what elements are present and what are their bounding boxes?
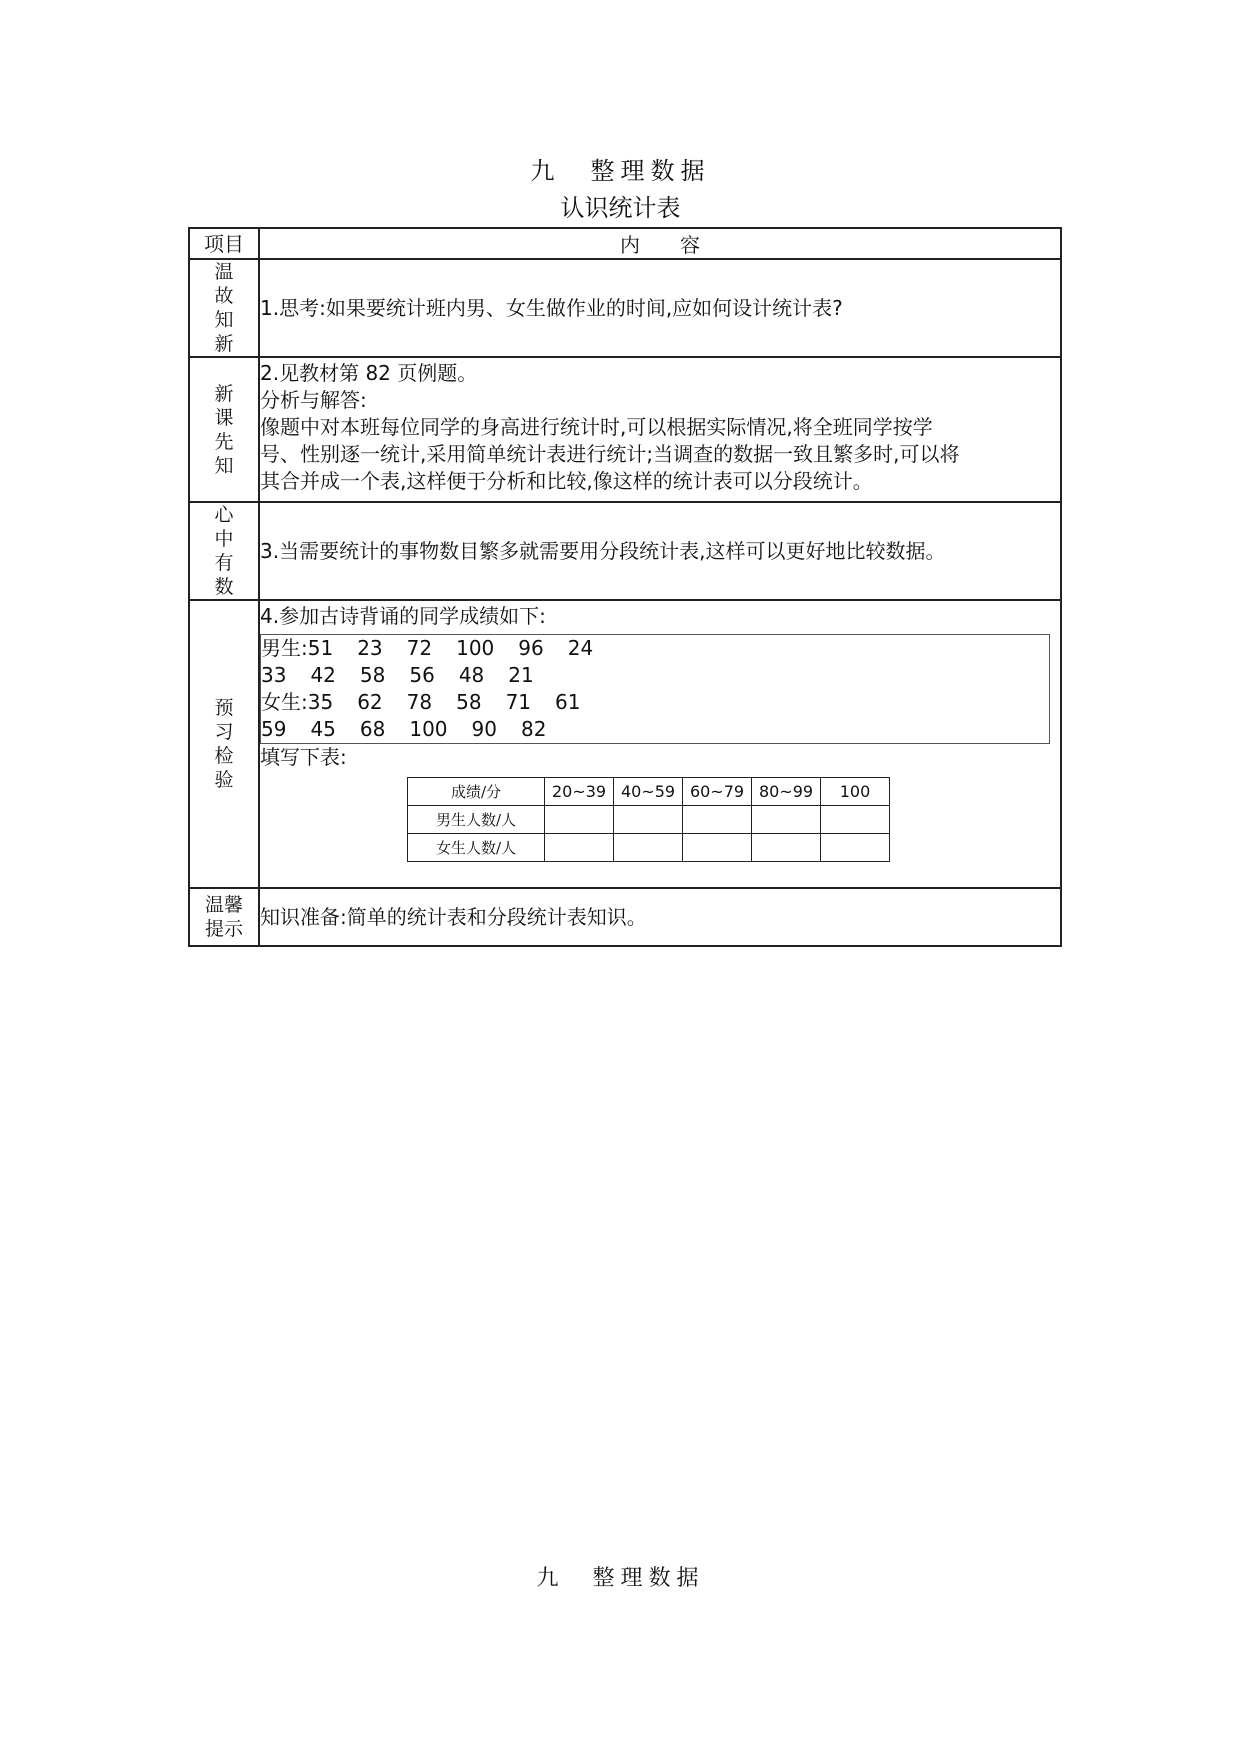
row-tips — [189, 888, 1061, 946]
row-check — [189, 600, 1061, 888]
text-line: 1.思考:如果要统计班内男、女生做作业的时间,应如何设计统计表? — [260, 295, 843, 320]
answer-cell[interactable] — [683, 834, 752, 862]
fill-row-boys — [408, 806, 890, 834]
text-line: 像题中对本班每位同学的身高进行统计时,可以根据实际情况,将全班同学按学 — [260, 415, 933, 439]
answer-cell[interactable] — [752, 806, 821, 834]
row-content-understand — [259, 502, 1061, 600]
girls-line-1: 女生:35 62 78 58 71 61 — [261, 690, 581, 714]
page-subtitle: 认识统计表 — [560, 194, 681, 222]
range-cell: 20~39 — [545, 778, 614, 806]
page-footer: 九 整理数据 — [536, 1566, 705, 1591]
fill-header-label: 成绩/分 — [408, 778, 545, 806]
text-line: 4.参加古诗背诵的同学成绩如下: — [260, 604, 546, 628]
header-item: 项目 — [189, 228, 259, 259]
fill-row-girls — [408, 834, 890, 862]
fill-in-table — [407, 777, 890, 862]
range-cell: 80~99 — [752, 778, 821, 806]
row-content-tips — [259, 888, 1061, 946]
row-content-check — [259, 600, 1061, 888]
answer-cell[interactable] — [821, 806, 890, 834]
row-content-preview — [259, 357, 1061, 502]
text-line: 其合并成一个表,这样便于分析和比较,像这样的统计表可以分段统计。 — [260, 469, 873, 493]
table-header-row — [189, 228, 1061, 259]
row-review — [189, 259, 1061, 357]
row-label-tips: 温馨提示 — [189, 888, 259, 946]
row-understand — [189, 502, 1061, 600]
lesson-table — [188, 227, 1062, 947]
fill-header-row — [408, 778, 890, 806]
page-title: 九 整理数据 — [530, 157, 711, 185]
answer-cell[interactable] — [545, 806, 614, 834]
answer-cell[interactable] — [752, 834, 821, 862]
range-cell: 40~59 — [614, 778, 683, 806]
row-label-check: 预习检验 — [189, 600, 259, 888]
boys-line-1: 男生:51 23 72 100 96 24 — [261, 636, 594, 660]
text-line: 分析与解答: — [260, 388, 367, 412]
fill-row-label: 男生人数/人 — [408, 806, 545, 834]
range-cell: 100 — [821, 778, 890, 806]
text-line: 2.见教材第 82 页例题。 — [260, 361, 478, 385]
range-cell: 60~79 — [683, 778, 752, 806]
answer-cell[interactable] — [614, 806, 683, 834]
boys-line-2: 33 42 58 56 48 21 — [261, 663, 534, 687]
answer-cell[interactable] — [683, 806, 752, 834]
girls-line-2: 59 45 68 100 90 82 — [261, 717, 547, 741]
row-label-understand: 心中有数 — [189, 502, 259, 600]
row-preview — [189, 357, 1061, 502]
row-label-preview: 新课先知 — [189, 357, 259, 502]
answer-cell[interactable] — [545, 834, 614, 862]
scores-box — [260, 634, 1050, 744]
text-line: 号、性别逐一统计,采用简单统计表进行统计;当调查的数据一致且繁多时,可以将 — [260, 442, 960, 466]
row-label-review: 温故知新 — [189, 259, 259, 357]
row-content-review — [259, 259, 1061, 357]
header-content: 内 容 — [259, 228, 1061, 259]
answer-cell[interactable] — [821, 834, 890, 862]
fill-row-label: 女生人数/人 — [408, 834, 545, 862]
text-line: 知识准备:简单的统计表和分段统计表知识。 — [260, 904, 647, 929]
text-line: 3.当需要统计的事物数目繁多就需要用分段统计表,这样可以更好地比较数据。 — [260, 538, 946, 563]
answer-cell[interactable] — [614, 834, 683, 862]
fill-prompt: 填写下表: — [260, 745, 347, 769]
